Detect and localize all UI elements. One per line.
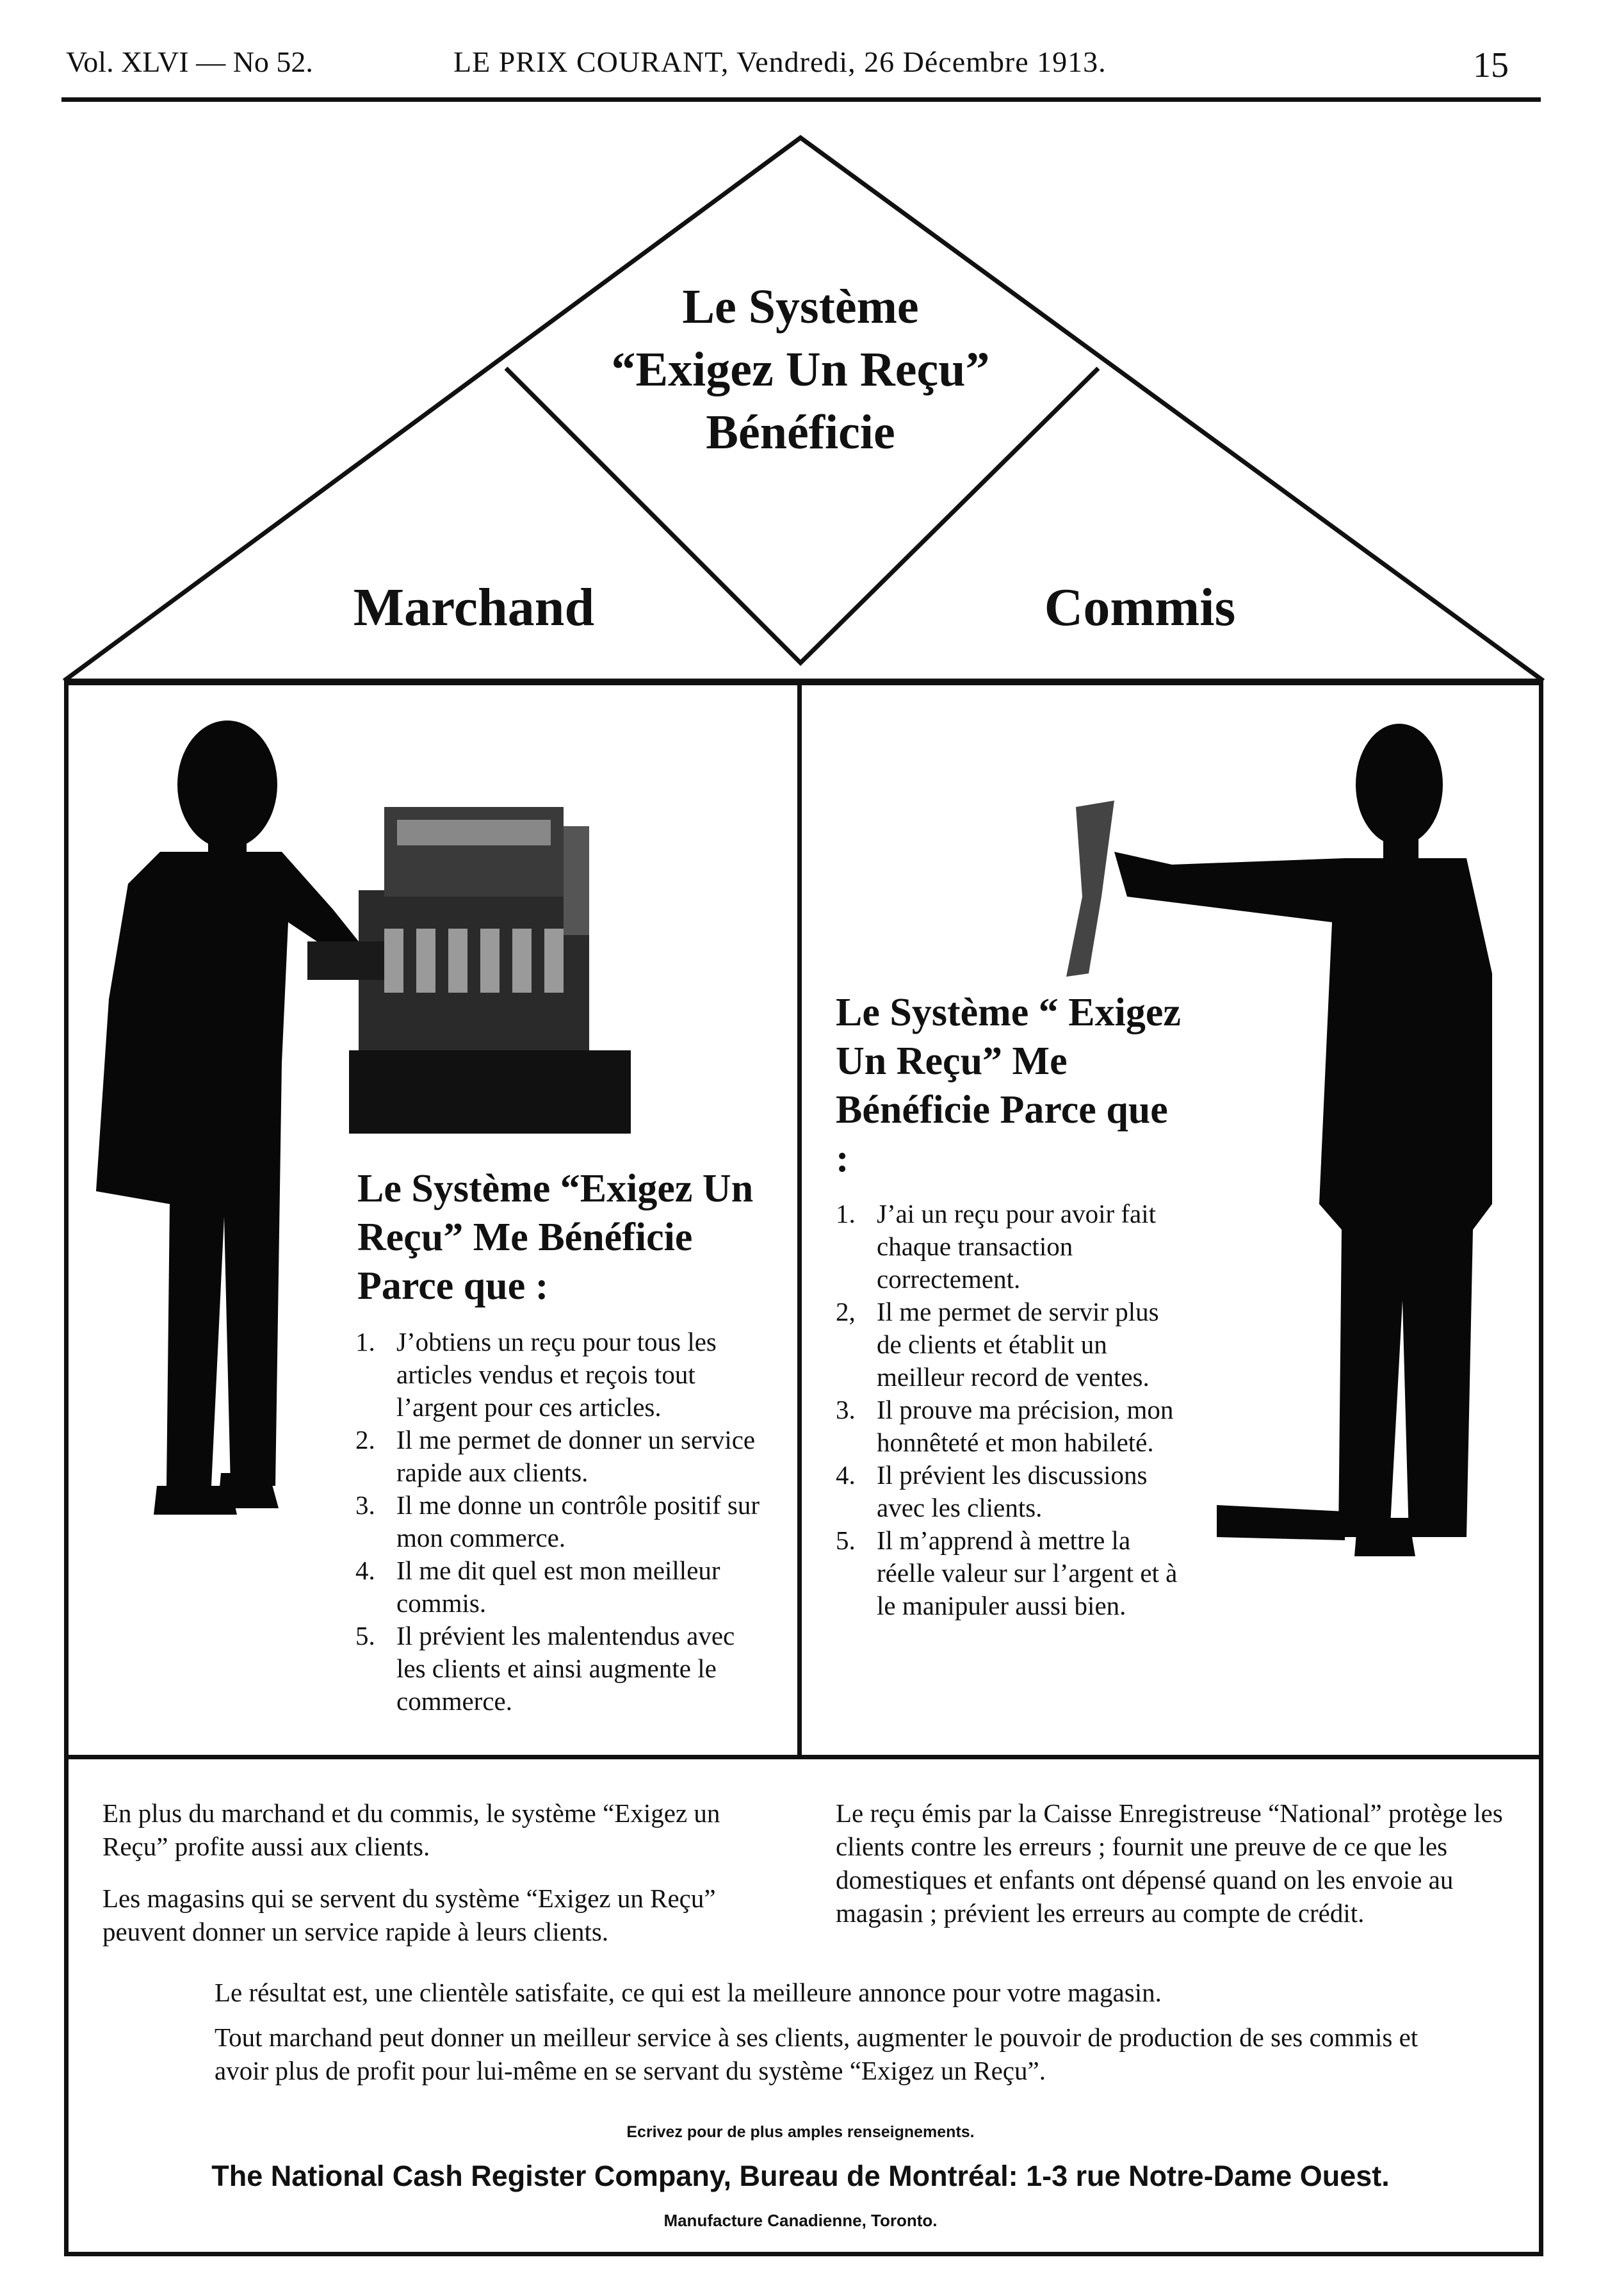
item-text: Il me permet de servir plus de clients et établit un meilleur record de ventes. — [877, 1297, 1159, 1392]
result-paragraph: Le résultat est, une clientèle satisfaite, ce qui est la meilleure annonce pour votre magasin. — [215, 1978, 1162, 2007]
merchant-advantage-paragraph: Tout marchand peut donner un meilleur service à ses clients, augmenter le pouvoir de production de ses commis et avoir plus de profit pour lui-même en se servant du système “Exigez un Reçu”. — [215, 2023, 1418, 2085]
volume-number: Vol. XLVI — No 52. — [66, 45, 313, 78]
item-number: 3. — [836, 1395, 856, 1424]
roof-title-line: Le Système — [682, 280, 919, 334]
roof-title-line: Bénéficie — [706, 405, 895, 459]
list-item — [836, 1198, 1182, 1296]
content-frame — [64, 681, 1543, 2256]
publication-line: LE PRIX COURANT, Vendredi, 26 Décembre 1913. — [453, 45, 1107, 78]
item-text: J’obtiens un reçu pour tous les articles vendus et reçois tout l’argent pour ces articles. — [396, 1327, 717, 1422]
list-item — [836, 1524, 1182, 1622]
item-text: Il me permet de donner un service rapide aux clients. — [396, 1425, 756, 1487]
item-text: Il prouve ma précision, mon honnêteté et mon habileté. — [877, 1395, 1174, 1457]
item-number: 4. — [836, 1460, 856, 1490]
rapid-service-paragraph: Les magasins qui se servent du système “Exigez un Reçu” peuvent donner un service rapide à leurs clients. — [102, 1884, 716, 1946]
item-number: 1. — [355, 1327, 375, 1356]
item-number: 1. — [836, 1199, 856, 1228]
item-text: J’ai un reçu pour avoir fait chaque transaction correctement. — [877, 1199, 1157, 1294]
item-text: Il prévient les malentendus avec les clients et ainsi augmente le commerce. — [396, 1621, 735, 1716]
company-address: The National Cash Register Company, Bureau de Montréal: 1-3 rue Notre-Dame Ouest. — [211, 2160, 1390, 2192]
item-text: Il m’apprend à mettre la réelle valeur sur l’argent et à le manipuler aussi bien. — [877, 1526, 1178, 1620]
item-text: Il me dit quel est mon meilleur commis. — [396, 1556, 720, 1618]
item-number: 5. — [355, 1621, 375, 1650]
page-number: 15 — [1473, 45, 1509, 85]
call-to-action: Ecrivez pour de plus amples renseignements. — [626, 2123, 975, 2141]
list-item — [355, 1489, 765, 1554]
horizontal-divider — [67, 1755, 1540, 1759]
item-number: 2, — [836, 1297, 856, 1326]
clerk-label: Commis — [1044, 578, 1236, 637]
list-item — [355, 1424, 765, 1489]
item-number: 3. — [355, 1490, 375, 1520]
item-number: 2. — [355, 1425, 375, 1454]
item-number: 5. — [836, 1526, 856, 1555]
vertical-divider — [797, 685, 802, 1755]
item-text: Il prévient les discussions avec les clients. — [877, 1460, 1148, 1522]
list-item — [836, 1459, 1182, 1524]
roof-title — [512, 275, 1089, 464]
factory-location: Manufacture Canadienne, Toronto. — [663, 2211, 938, 2230]
merchant-benefit-list — [355, 1326, 765, 1718]
customer-benefit-paragraph: En plus du marchand et du commis, le système “Exigez un Reçu” profite aussi aux clients. — [102, 1798, 720, 1861]
list-item — [355, 1620, 765, 1718]
merchant-heading: Le Système “Exigez Un Reçu” Me Bénéficie Parce que : — [357, 1167, 754, 1308]
list-item — [836, 1296, 1182, 1394]
receipt-protection-paragraph: Le reçu émis par la Caisse Enregistreuse “National” protège les clients contre les erreurs ; fournit une preuve de ce que les domestiques et enfants ont dépensé quand on les envoie au magasin ; prévient les erreurs au compte de crédit. — [836, 1798, 1503, 1928]
item-text: Il me donne un contrôle positif sur mon commerce. — [396, 1490, 760, 1552]
list-item — [355, 1554, 765, 1620]
merchant-label: Marchand — [353, 578, 595, 637]
roof-title-line: “Exigez Un Reçu” — [611, 343, 990, 396]
list-item — [836, 1394, 1182, 1459]
clerk-heading: Le Système “ Exigez Un Reçu” Me Bénéficie Parce que : — [836, 991, 1181, 1180]
clerk-benefit-list — [836, 1198, 1182, 1622]
item-number: 4. — [355, 1556, 375, 1585]
list-item — [355, 1326, 765, 1424]
